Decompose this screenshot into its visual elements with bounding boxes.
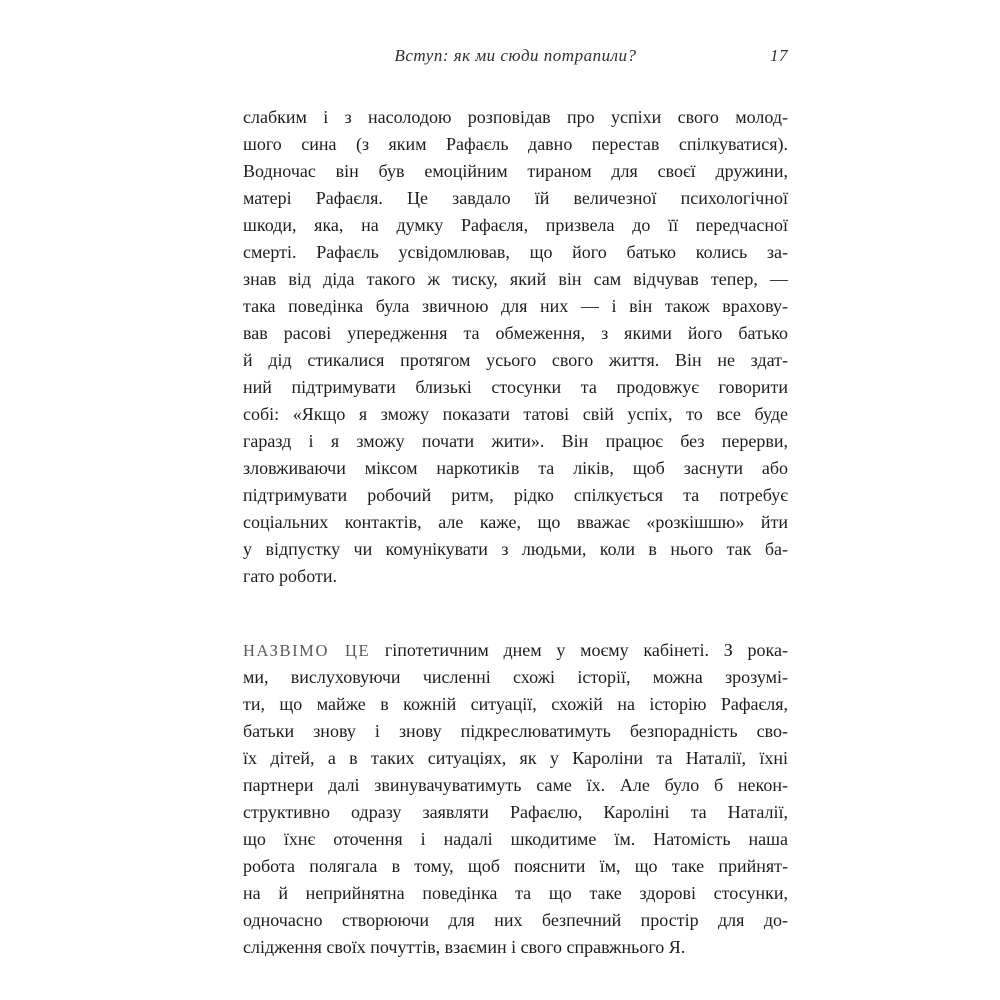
page-header [243,46,788,68]
paragraph-1 [243,104,788,590]
text-line: ти, що майже в кожній ситуації, схожій на історію Рафаєля, [243,694,788,714]
page-content [243,46,788,961]
text-line: знав від діда такого ж тиску, який він сам відчував тепер, — [243,269,788,289]
text-line: й дід стикалися протягом усього свого життя. Він не здат- [243,350,788,370]
text-line: структивно одразу заявляти Рафаєлю, Кароліні та Наталії, [243,802,788,822]
text-line: у відпустку чи комунікувати з людьми, коли в нього так ба- [243,539,788,559]
text-line: соціальних контактів, але каже, що вважає «розкішшю» йти [243,512,788,532]
text-line: на й неприйнятна поведінка та що таке здорові стосунки, [243,883,788,903]
text-line: одночасно створюючи для них безпечний простір для до- [243,910,788,930]
text-line: партнери далі звинувачуватимуть саме їх. Але було б некон- [243,775,788,795]
text-line: матері Рафаєля. Це завдало їй величезної психологічної [243,188,788,208]
text-line: зловживаючи міксом наркотиків та ліків, щоб заснути або [243,458,788,478]
paragraph-2 [243,637,788,961]
text-line [243,637,788,664]
text-line: вав расові упередження та обмеження, з якими його батько [243,323,788,343]
text-line: смерті. Рафаєль усвідомлював, що його батько колись за- [243,242,788,262]
text-line: батьки знову і знову підкреслюватимуть безпорадність сво- [243,721,788,741]
text-line: така поведінка була звичною для них — і він також врахову- [243,296,788,316]
text-line: собі: «Якщо я зможу показати татові свій успіх, то все буде [243,404,788,424]
text-line: слабким і з насолодою розповідав про успіхи свого молод- [243,107,788,127]
page-number: 17 [770,46,788,65]
text-line: шого сина (з яким Рафаєль давно перестав спілкуватися). [243,134,788,154]
text-line: Водночас він був емоційним тираном для своєї дружини, [243,161,788,181]
text-line: ми, вислуховуючи численні схожі історії, можна зрозумі- [243,667,788,687]
text-segment: гіпотетичним днем у моєму кабінеті. З рока- [370,640,788,660]
text-line: гато роботи. [243,566,337,586]
text-line: робота полягала в тому, щоб пояснити їм, що таке прийнят- [243,856,788,876]
text-line: слідження своїх почуттів, взаємин і свого справжнього Я. [243,937,686,957]
text-line: підтримувати робочий ритм, рідко спілкується та потребує [243,485,788,505]
paragraph-lead-in: НАЗВІМО ЦЕ [243,641,371,660]
text-line: шкоди, яка, на думку Рафаєля, призвела до її передчасної [243,215,788,235]
text-line: їх дітей, а в таких ситуаціях, як у Кароліни та Наталії, їхні [243,748,788,768]
text-line: що їхнє оточення і надалі шкодитиме їм. Натомість наша [243,829,788,849]
running-title: Вступ: як ми сюди потрапили? [394,46,637,65]
text-line: гаразд і я зможу почати жити». Він працює без перерви, [243,431,788,451]
body-text [243,104,788,961]
text-line: ний підтримувати близькі стосунки та продовжує говорити [243,377,788,397]
